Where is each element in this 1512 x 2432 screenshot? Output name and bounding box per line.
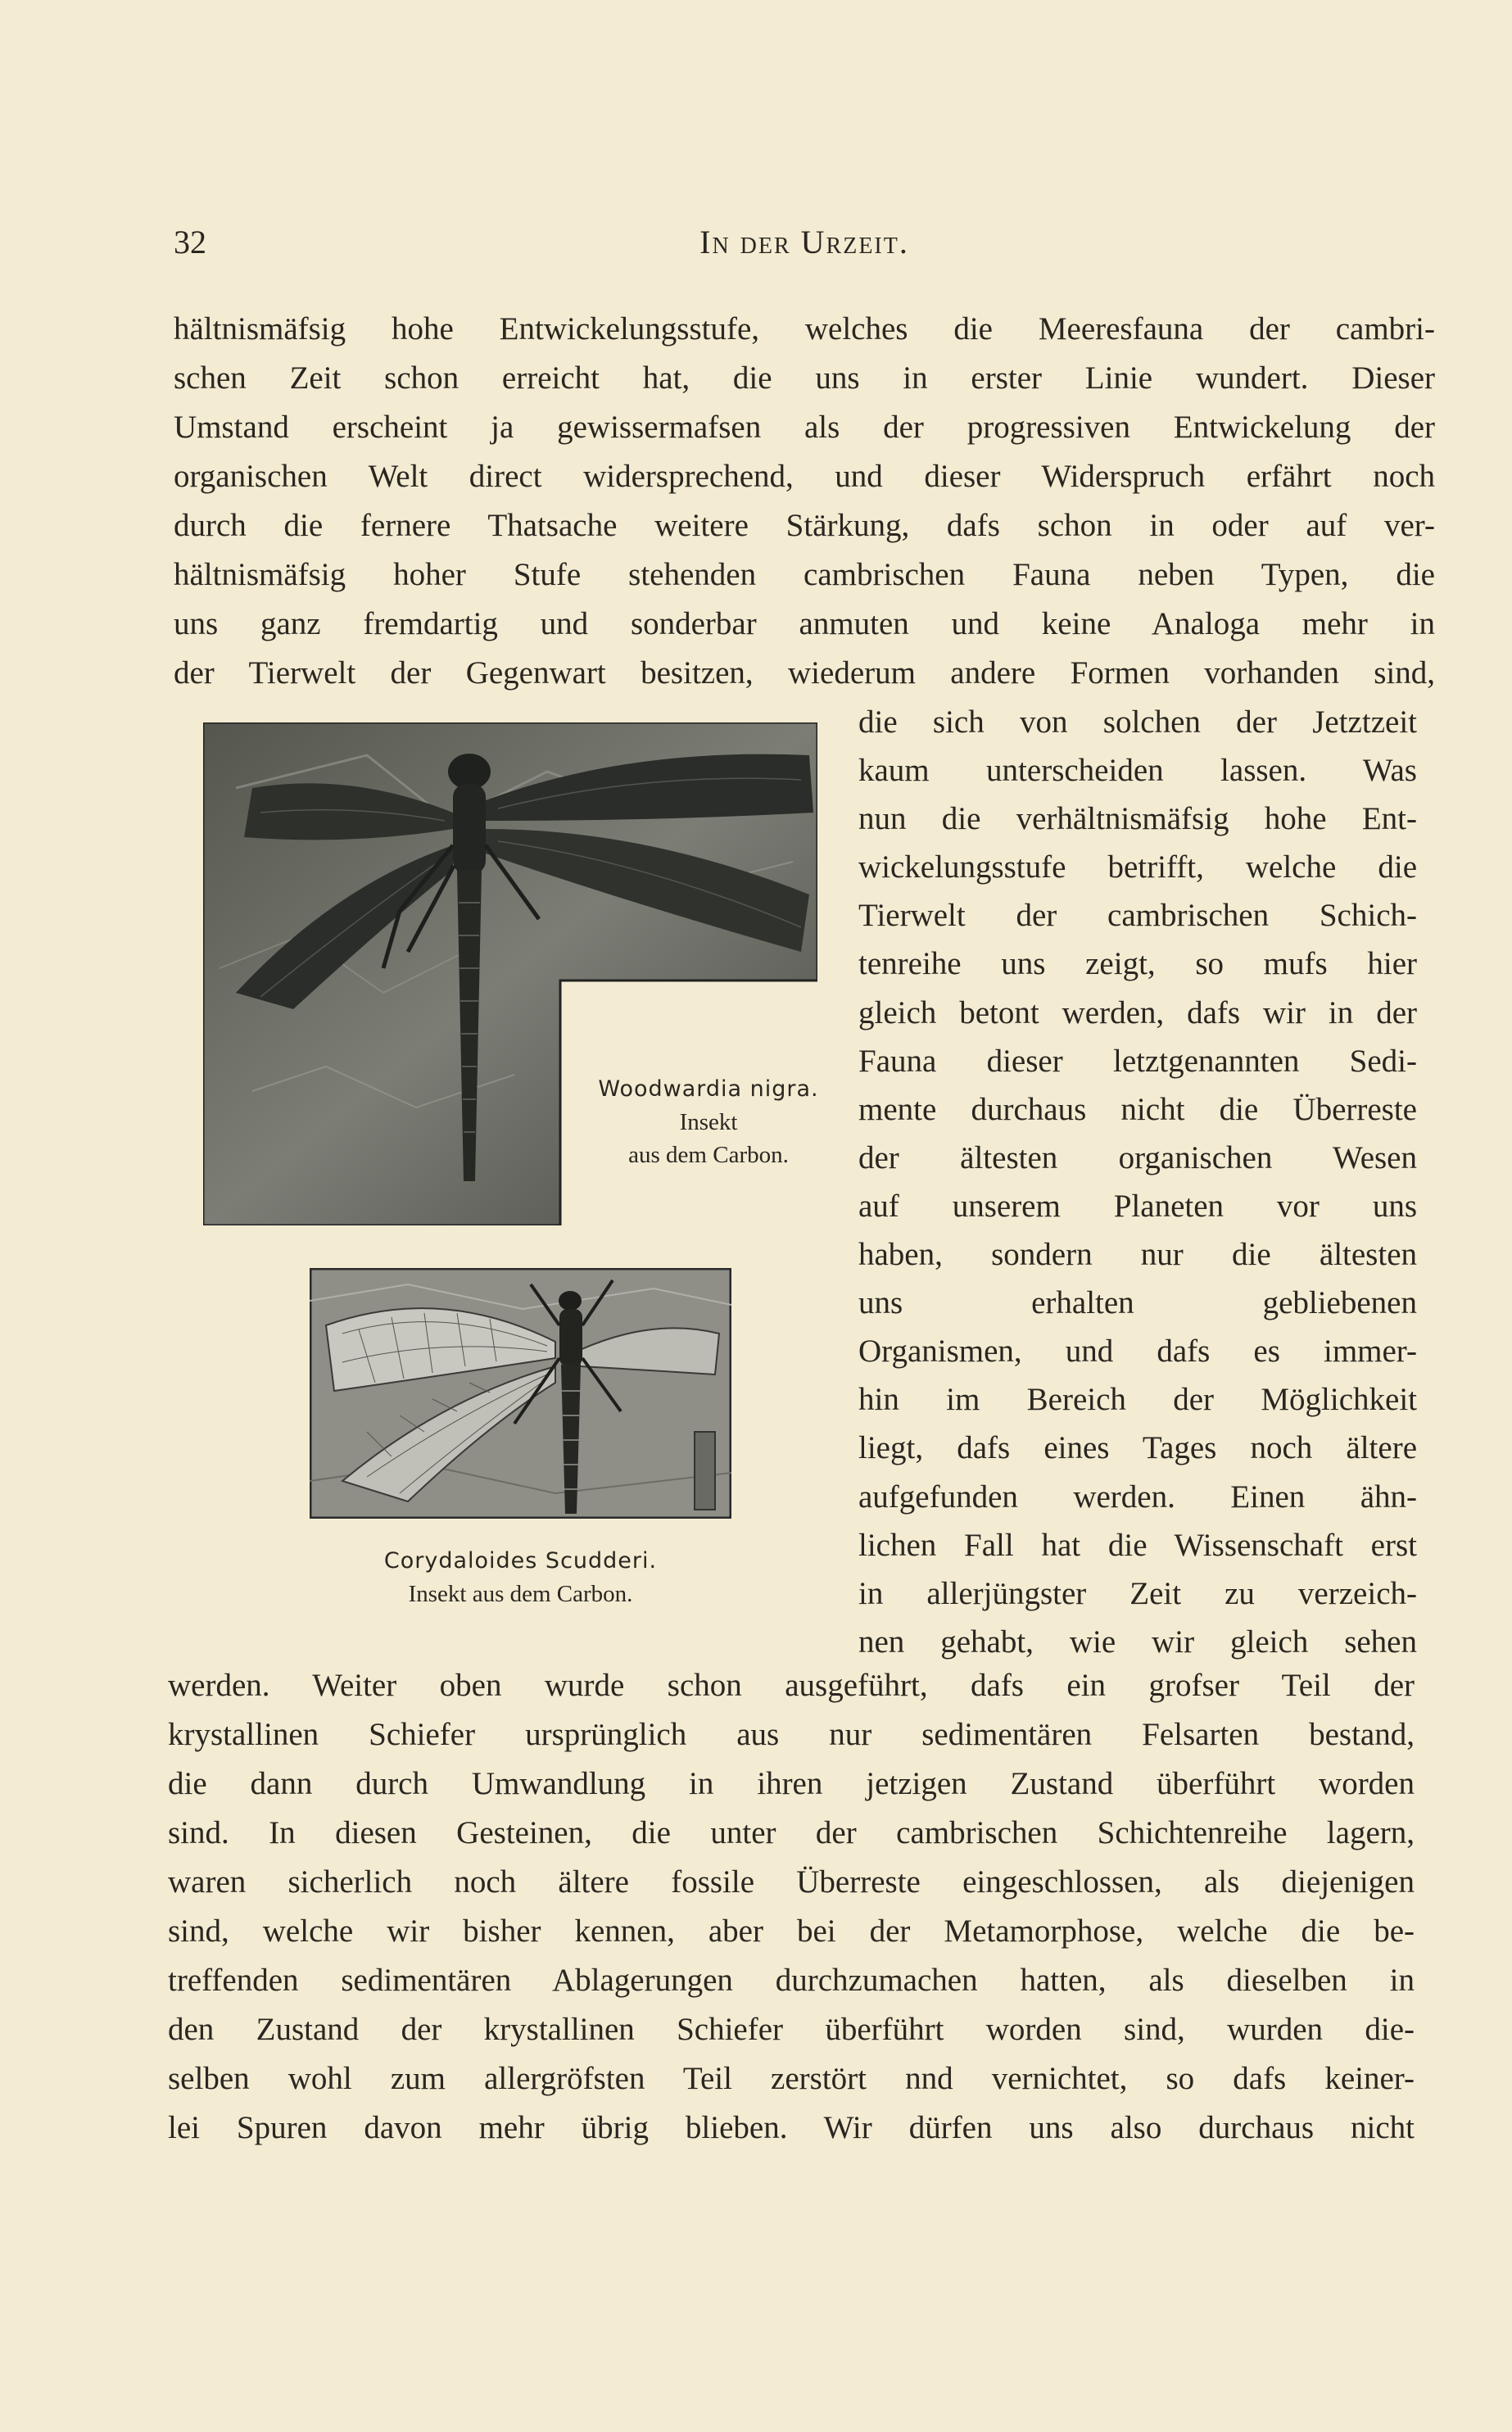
wrapped-column bbox=[858, 698, 1417, 1666]
text-line: die sich von solchen der Jetztzeit bbox=[858, 704, 1417, 740]
caption-title: Corydaloides Scudderi. bbox=[383, 1548, 658, 1574]
text-line: selben wohl zum allergröfsten Teil zerstört nnd vernichtet, so dafs keiner- bbox=[168, 2061, 1415, 2096]
text-line: schen Zeit schon erreicht hat, die uns in erster Linie wundert. Dieser bbox=[174, 360, 1435, 396]
text-line: werden. Weiter oben wurde schon ausgeführt, dafs ein grofser Teil der bbox=[168, 1668, 1415, 1703]
text-line: auf unserem Planeten vor uns bbox=[858, 1188, 1417, 1224]
text-line: aufgefunden werden. Einen ähn- bbox=[858, 1479, 1417, 1515]
text-line: uns erhalten gebliebenen bbox=[858, 1285, 1417, 1321]
text-line: der Tierwelt der Gegenwart besitzen, wiederum andere Formen vorhanden sind, bbox=[174, 655, 1435, 691]
text-line: liegt, dafs eines Tages noch ältere bbox=[858, 1430, 1417, 1466]
text-line: haben, sondern nur die ältesten bbox=[858, 1237, 1417, 1273]
text-line: mente durchaus nicht die Überreste bbox=[858, 1091, 1417, 1127]
text-line: Umstand erscheint ja gewissermafsen als der progressiven Entwickelung der bbox=[174, 410, 1435, 445]
caption-corydaloides bbox=[310, 1545, 731, 1610]
page-header bbox=[174, 223, 1435, 272]
running-title: In der Urzeit. bbox=[699, 224, 909, 260]
text-line: die dann durch Umwandlung in ihren jetzigen Zustand überführt worden bbox=[168, 1766, 1415, 1801]
page-number: 32 bbox=[174, 224, 206, 260]
text-line: lichen Fall hat die Wissenschaft erst bbox=[858, 1527, 1417, 1563]
text-line: krystallinen Schiefer ursprünglich aus nur sedimentären Felsarten bestand, bbox=[168, 1717, 1415, 1752]
text-line: gleich betont werden, dafs wir in der bbox=[858, 994, 1417, 1030]
text-line: Tierwelt der cambrischen Schich- bbox=[858, 898, 1417, 934]
text-line: den Zustand der krystallinen Schiefer überführt worden sind, wurden die- bbox=[168, 2012, 1415, 2047]
caption-line: aus dem Carbon. bbox=[628, 1142, 789, 1168]
caption-line: Insekt bbox=[679, 1109, 738, 1135]
text-line: lei Spuren davon mehr übrig blieben. Wir dürfen uns also durchaus nicht bbox=[168, 2110, 1415, 2145]
text-line: tenreihe uns zeigt, so mufs hier bbox=[858, 946, 1417, 982]
text-line: kaum unterscheiden lassen. Was bbox=[858, 753, 1417, 789]
top-paragraph bbox=[174, 305, 1435, 698]
text-line: hin im Bereich der Möglichkeit bbox=[858, 1382, 1417, 1418]
bottom-paragraph bbox=[168, 1661, 1415, 2153]
caption-woodwardia bbox=[573, 1073, 844, 1171]
text-line: waren sicherlich noch ältere fossile Überreste eingeschlossen, als diejenigen bbox=[168, 1864, 1415, 1900]
text-line: sind. In diesen Gesteinen, die unter der cambrischen Schichtenreihe lagern, bbox=[168, 1815, 1415, 1850]
text-line: der ältesten organischen Wesen bbox=[858, 1139, 1417, 1175]
text-line: wickelungsstufe betrifft, welche die bbox=[858, 849, 1417, 885]
text-line: durch die fernere Thatsache weitere Stärkung, dafs schon in oder auf ver- bbox=[174, 508, 1435, 543]
caption-title: Woodwardia nigra. bbox=[598, 1076, 819, 1102]
text-line: hältnismäfsig hohe Entwickelungsstufe, welches die Meeresfauna der cambri- bbox=[174, 311, 1435, 346]
text-line: treffenden sedimentären Ablagerungen durchzumachen hatten, als dieselben in bbox=[168, 1963, 1415, 1998]
text-line: Organismen, und dafs es immer- bbox=[858, 1334, 1417, 1370]
text-line: in allerjüngster Zeit zu verzeich- bbox=[858, 1575, 1417, 1611]
text-line: nun die verhältnismäfsig hohe Ent- bbox=[858, 801, 1417, 837]
caption-line: Insekt aus dem Carbon. bbox=[408, 1581, 633, 1607]
text-line: organischen Welt direct widersprechend, und dieser Widerspruch erfährt noch bbox=[174, 459, 1435, 494]
text-line: nen gehabt, wie wir gleich sehen bbox=[858, 1624, 1417, 1660]
text-line: Fauna dieser letztgenannten Sedi- bbox=[858, 1043, 1417, 1079]
text-line: uns ganz fremdartig und sonderbar anmuten und keine Analoga mehr in bbox=[174, 606, 1435, 641]
text-line: sind, welche wir bisher kennen, aber bei der Metamorphose, welche die be- bbox=[168, 1913, 1415, 1949]
text-line: hältnismäfsig hoher Stufe stehenden cambrischen Fauna neben Typen, die bbox=[174, 557, 1435, 592]
fossil-plate-corydaloides bbox=[310, 1268, 731, 1519]
corydaloides-fossil-image bbox=[310, 1268, 731, 1519]
